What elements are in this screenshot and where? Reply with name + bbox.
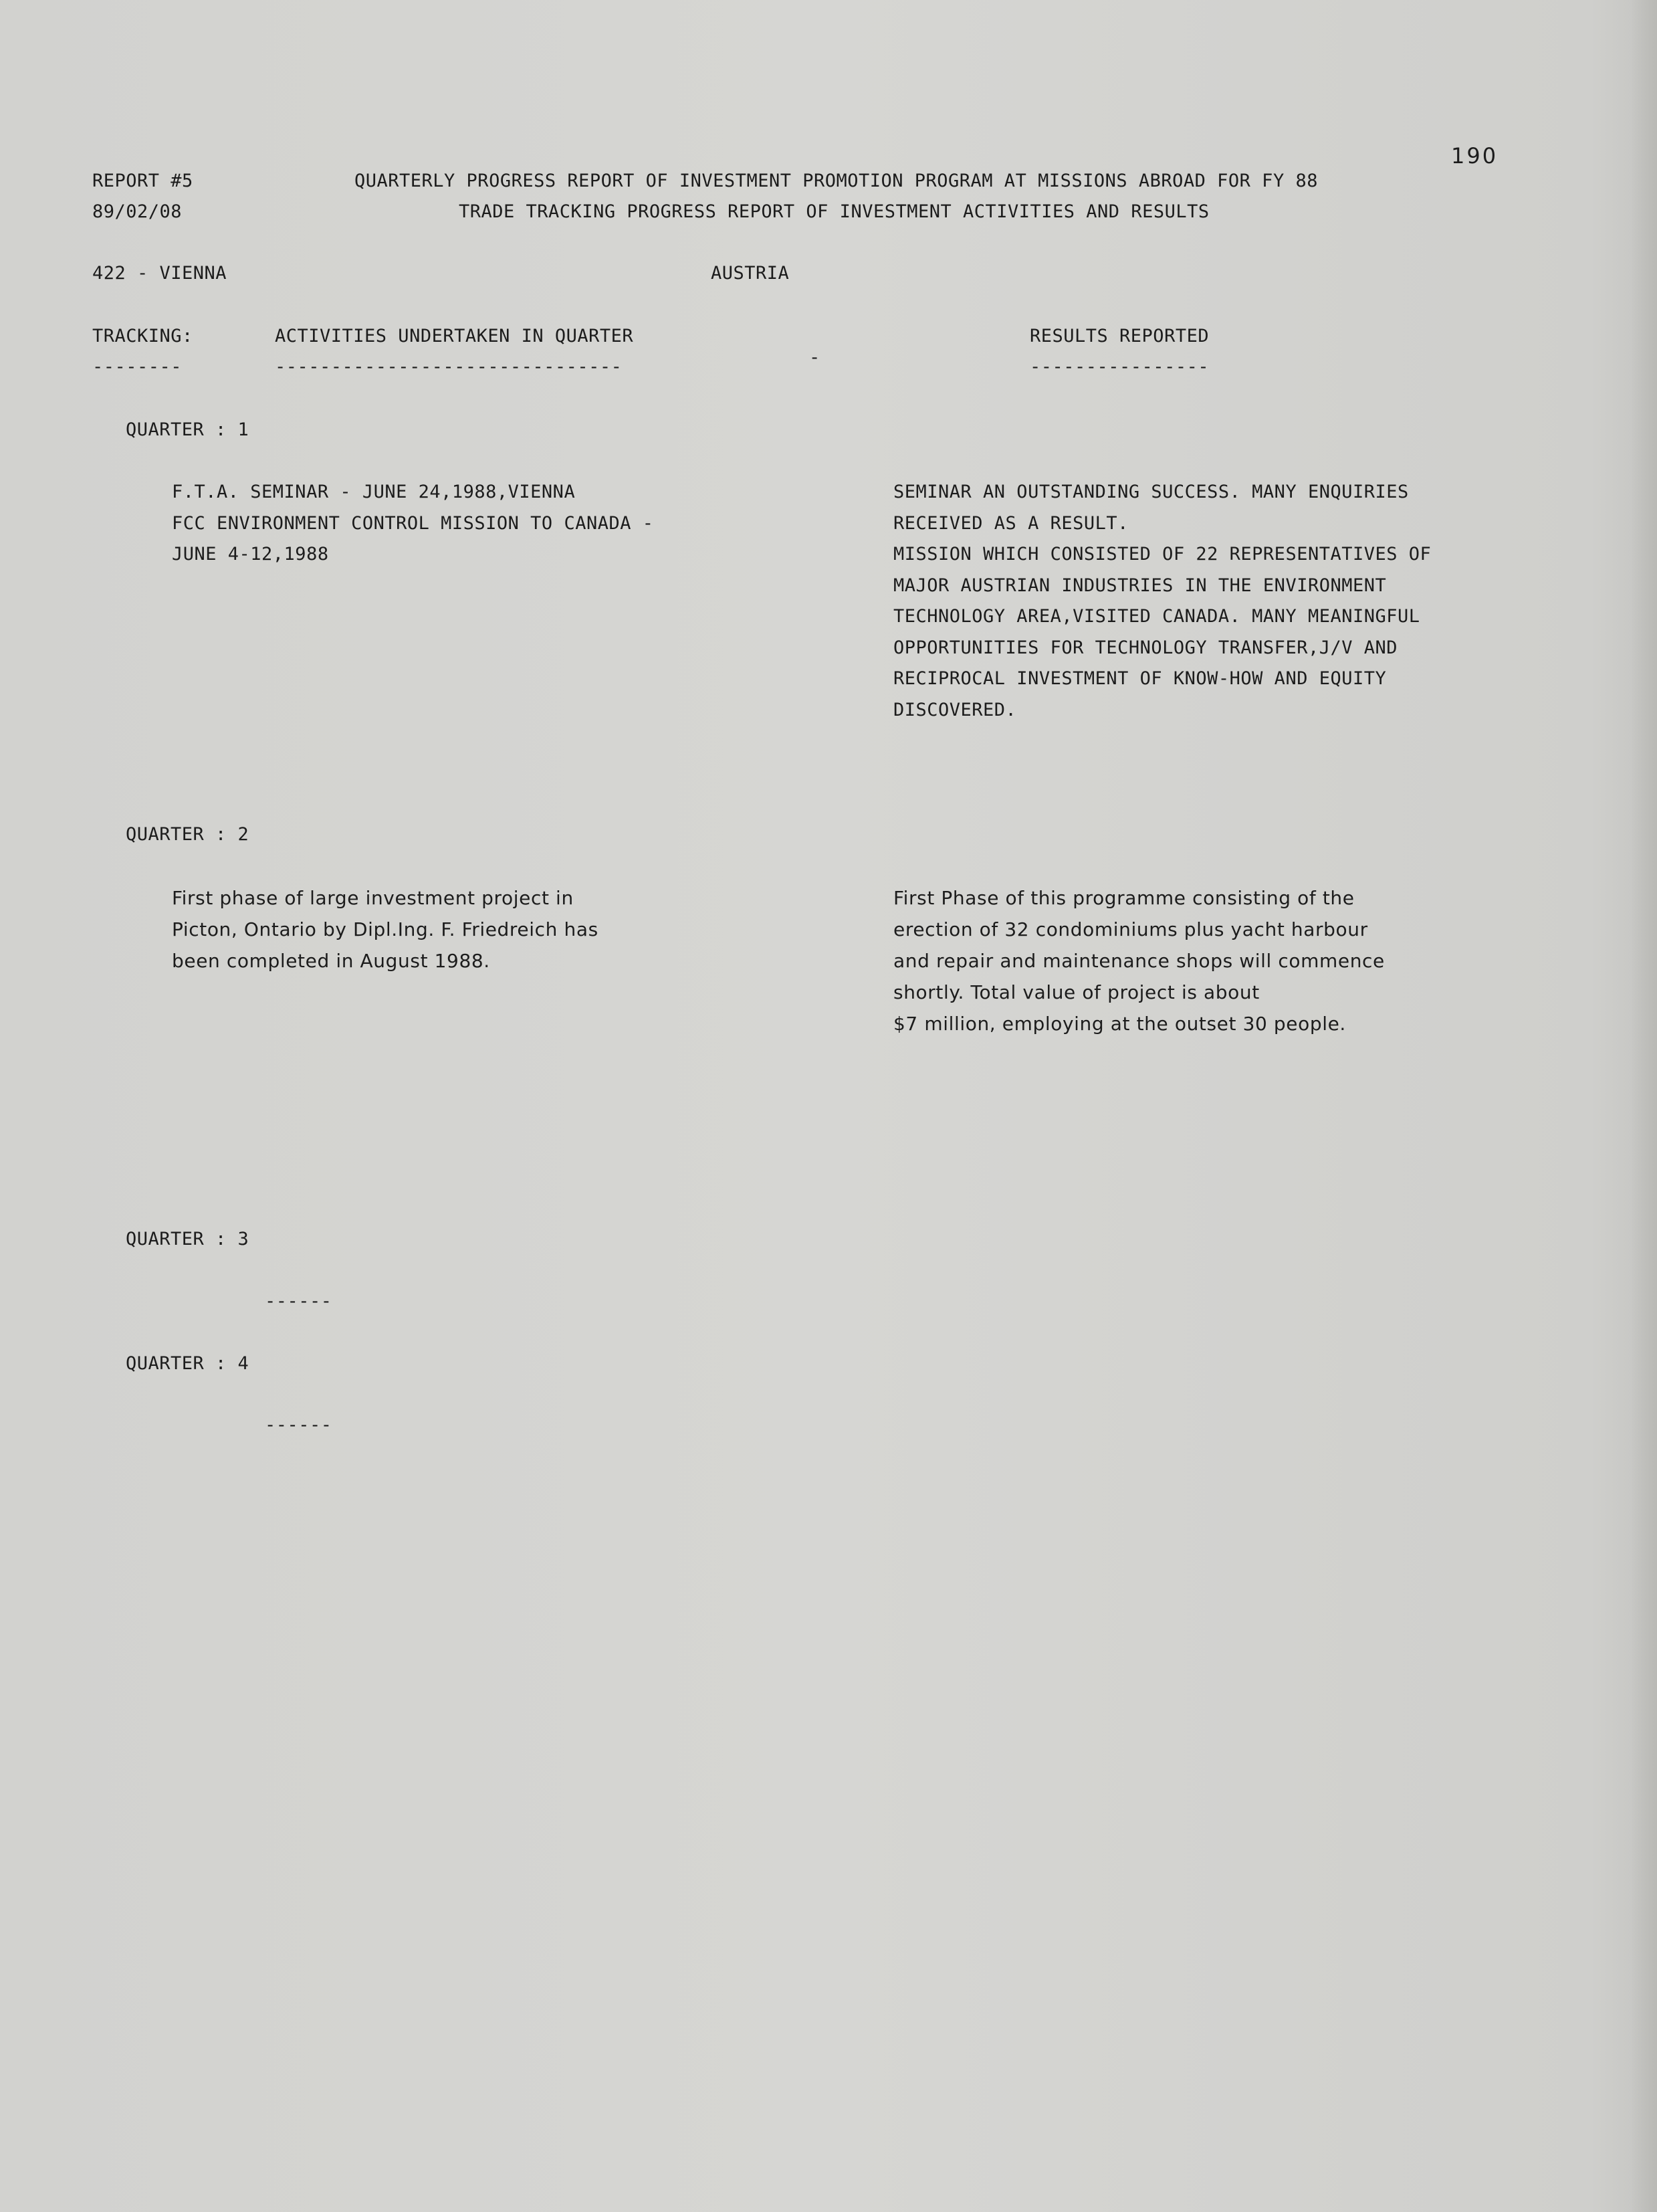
result-line: DISCOVERED. bbox=[893, 699, 1017, 720]
result-line: MISSION WHICH CONSISTED OF 22 REPRESENTATIVES OF bbox=[893, 544, 1432, 565]
result-line: First Phase of this programme consisting of the bbox=[893, 887, 1355, 909]
report-title: QUARTERLY PROGRESS REPORT OF INVESTMENT PROMOTION PROGRAM AT MISSIONS ABROAD FOR FY 88 bbox=[354, 171, 1318, 191]
quarter-3-placeholder: ------ bbox=[265, 1291, 332, 1312]
activity-line: FCC ENVIRONMENT CONTROL MISSION TO CANADA - bbox=[172, 512, 654, 534]
quarter-label: QUARTER : 1 bbox=[126, 419, 249, 440]
activity-line: Picton, Ontario by Dipl.Ing. F. Friedreich has bbox=[172, 918, 598, 940]
quarter-2-results bbox=[893, 882, 1385, 1039]
result-line: MAJOR AUSTRIAN INDUSTRIES IN THE ENVIRONMENT bbox=[893, 575, 1387, 596]
result-line: and repair and maintenance shops will commence bbox=[893, 950, 1385, 972]
result-line: shortly. Total value of project is about bbox=[893, 981, 1260, 1003]
quarter-1-results bbox=[893, 477, 1431, 726]
result-line: $7 million, employing at the outset 30 people. bbox=[893, 1013, 1346, 1035]
dash-mark: - bbox=[809, 347, 820, 368]
result-line: RECIPROCAL INVESTMENT OF KNOW-HOW AND EQUITY bbox=[893, 668, 1387, 689]
report-subtitle: TRADE TRACKING PROGRESS REPORT OF INVESTMENT ACTIVITIES AND RESULTS bbox=[459, 201, 1210, 222]
activity-line: JUNE 4-12,1988 bbox=[172, 544, 329, 565]
tracking-header: TRACKING: bbox=[92, 326, 193, 346]
result-line: TECHNOLOGY AREA,VISITED CANADA. MANY MEANINGFUL bbox=[893, 606, 1420, 627]
results-header: RESULTS REPORTED bbox=[1030, 326, 1210, 346]
activities-header: ACTIVITIES UNDERTAKEN IN QUARTER bbox=[275, 326, 634, 346]
page-edge-shadow bbox=[1630, 0, 1657, 2212]
results-rule: ---------------- bbox=[1030, 357, 1210, 377]
quarter-4-placeholder: ------ bbox=[265, 1415, 332, 1435]
country-name: AUSTRIA bbox=[711, 263, 790, 284]
result-line: erection of 32 condominiums plus yacht harbour bbox=[893, 918, 1368, 940]
quarter-2-activities bbox=[172, 882, 598, 977]
activity-line: F.T.A. SEMINAR - JUNE 24,1988,VIENNA bbox=[172, 482, 576, 502]
page-number: 190 bbox=[1451, 143, 1499, 169]
result-line: SEMINAR AN OUTSTANDING SUCCESS. MANY ENQUIRIES bbox=[893, 482, 1409, 502]
tracking-rule: -------- bbox=[92, 357, 183, 377]
report-date: 89/02/08 bbox=[92, 201, 183, 222]
quarter-label: QUARTER : 2 bbox=[126, 824, 249, 845]
activities-rule: ------------------------------- bbox=[275, 357, 623, 377]
result-line: OPPORTUNITIES FOR TECHNOLOGY TRANSFER,J/V AND bbox=[893, 637, 1398, 658]
quarter-1-activities bbox=[172, 477, 653, 571]
quarter-label: QUARTER : 4 bbox=[126, 1353, 249, 1374]
activity-line: been completed in August 1988. bbox=[172, 950, 490, 972]
activity-line: First phase of large investment project in bbox=[172, 887, 574, 909]
result-line: RECEIVED AS A RESULT. bbox=[893, 512, 1129, 534]
report-number: REPORT #5 bbox=[92, 171, 193, 191]
mission-name: 422 - VIENNA bbox=[92, 263, 227, 284]
quarter-label: QUARTER : 3 bbox=[126, 1229, 249, 1249]
